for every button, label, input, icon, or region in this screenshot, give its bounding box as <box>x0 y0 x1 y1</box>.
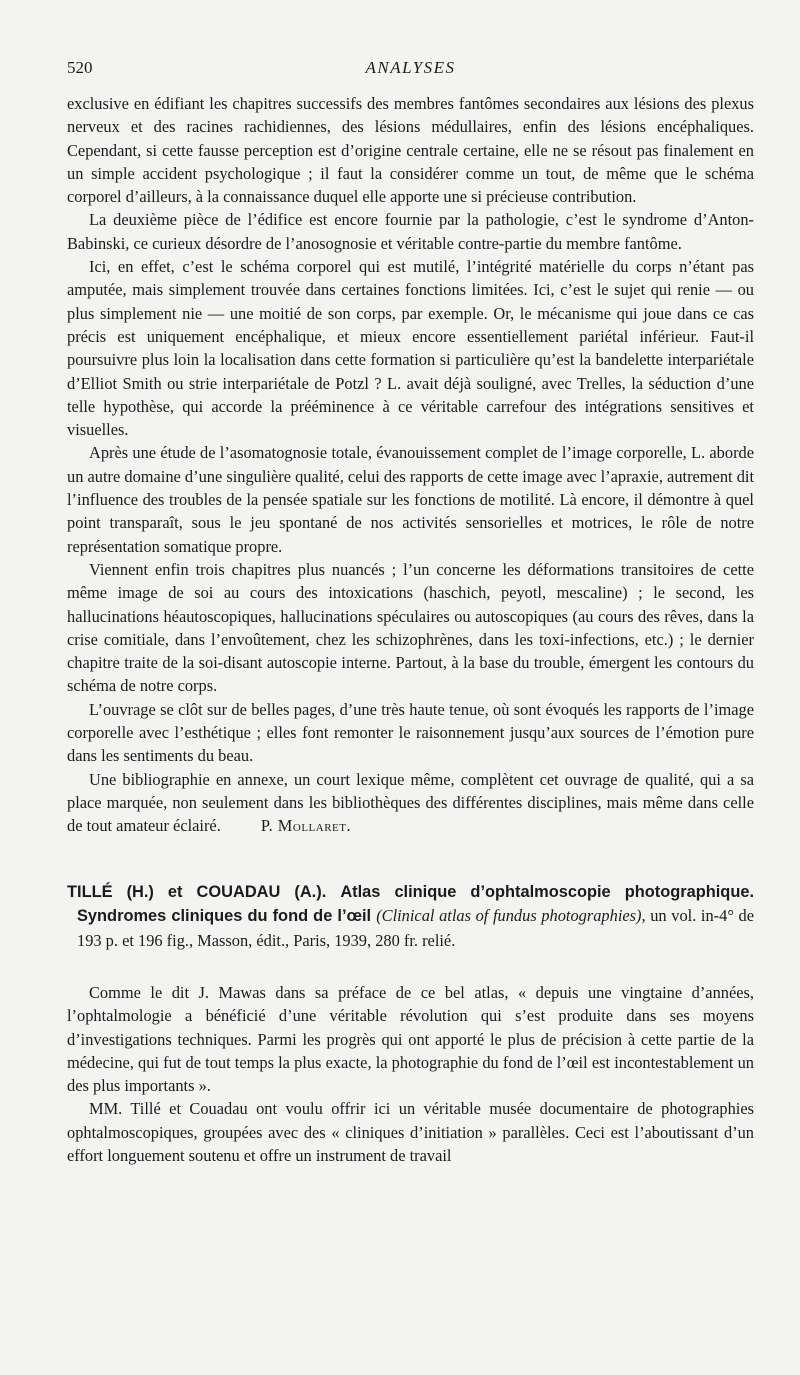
page-header <box>67 58 754 80</box>
paragraph-with-signature <box>67 768 754 838</box>
entry-authors: TILLÉ (H.) et COUADAU (A.). <box>67 882 327 901</box>
review-entry-heading <box>67 881 754 954</box>
entry-title: Atlas clinique d’ophtalmoscopie photographique. Syndromes cliniques du fond de l’œil <box>77 882 755 925</box>
paragraph: Après une étude de l’asomatognosie totale, évanouissement complet de l’image corporelle, L. aborde un autre domaine d’une singulière qualité, celui des rapports de cette image avec l’apraxie, autrement dit l’influence des troubles de la pensée spatiale sur les fonctions de motilité. Là encore, il démontre à quel point transparaît, sous le jeu spontané de nos activités sensorielles et motrices, le rôle de notre représentation somatique propre. <box>67 443 754 556</box>
entry-translation: (Clinical atlas of fundus photographies) <box>376 906 642 925</box>
paragraph: exclusive en édifiant les chapitres successifs des membres fantômes secondaires aux lésions des plexus nerveux et des racines rachidiennes, des lésions médullaires, enfin des lésions encéphaliques. Cependant, si cette fausse perception est d’origine centrale certaine, elle ne se résout pas finalement en un simple accident psychologique ; il faut la considérer comme un tout, de même que le schéma corporel d’ailleurs, à la connaissance duquel elle apporte une si précieuse contribution. <box>67 94 754 207</box>
paragraph: Comme le dit J. Mawas dans sa préface de ce bel atlas, « depuis une vingtaine d’années, l’ophtalmologie a bénéficié d’une véritable révolution qui s’est produite dans ses moyens d’investigations techniques. Parmi les progrès qui ont apporté le plus de précision à cette partie de la médecine, qui fut de tout temps la plus exacte, la photographie du fond de l’œil est incontestablement un des plus importants ». <box>67 983 754 1096</box>
entry-details: , un vol. in-4° de 193 p. et 196 fig., Masson, édit., Paris, 1939, 280 fr. relié. <box>77 906 754 950</box>
paragraph: La deuxième pièce de l’édifice est encore fournie par la pathologie, c’est le syndrome d’Anton-Babinski, ce curieux désordre de l’anosognosie et véritable contre-partie du membre fantôme. <box>67 210 754 253</box>
paragraph-text: Une bibliographie en annexe, un court lexique même, complètent cet ouvrage de qualité, qui a sa place marquée, non seulement dans les bibliothèques des différentes disciplines, mais même dans celle de tout amateur éclairé. <box>67 769 754 836</box>
running-head: ANALYSES <box>365 58 456 77</box>
review-signature: P. Mollaret. <box>260 816 352 836</box>
paragraph: Ici, en effet, c’est le schéma corporel qui est mutilé, l’intégrité matérielle du corps n’étant pas amputée, mais simplement trouvée dans certaines fonctions limitées. Ici, c’est le sujet qui renie — ou plus simplement nie — une moitié de son corps, par exemple. Or, le mécanisme qui joue dans ce cas précis est uniquement encéphalique, et mieux encore essentiellement pariétal inférieur. Faut-il poursuivre plus loin la localisation dans cette formation si particulière qu’est la bandelette interpariétale d’Elliot Smith ou strie interpariétale de Potzl ? L. avait déjà souligné, avec Trelles, la séduction d’une telle hypothèse, qui accorde la prééminence à ce véritable carrefour des intégrations sensitives et visuelles. <box>67 257 754 440</box>
paragraph: L’ouvrage se clôt sur de belles pages, d’une très haute tenue, où sont évoqués les rapports de l’image corporelle avec l’esthétique ; elles font remonter le raisonnement jusqu’aux sources de l’émotion pure dans les sentiments du beau. <box>67 699 754 766</box>
paragraph: Viennent enfin trois chapitres plus nuancés ; l’un concerne les déformations transitoires de cette même image de soi au cours des intoxications (haschich, peyotl, mescaline) ; le second, les hallucinations héautoscopiques, hallucinations spéculaires ou autoscopiques (au cours des rêves, dans la crise comitiale, dans l’envoûtement, chez les schizophrènes, dans les toxi-infections, etc.) ; le dernier chapitre traite de la soi-disant autoscopie interne. Partout, à la base du trouble, émergent les contours du schéma de notre corps. <box>67 559 754 696</box>
text-body <box>67 92 754 1167</box>
page-number: 520 <box>67 58 93 77</box>
paragraph: MM. Tillé et Couadau ont voulu offrir ici un véritable musée documentaire de photographies ophtalmoscopiques, groupées avec des « cliniques d’initiation » parallèles. Ceci est l’aboutissant d’un effort longuement soutenu et offre un instrument de travail <box>67 1099 754 1166</box>
